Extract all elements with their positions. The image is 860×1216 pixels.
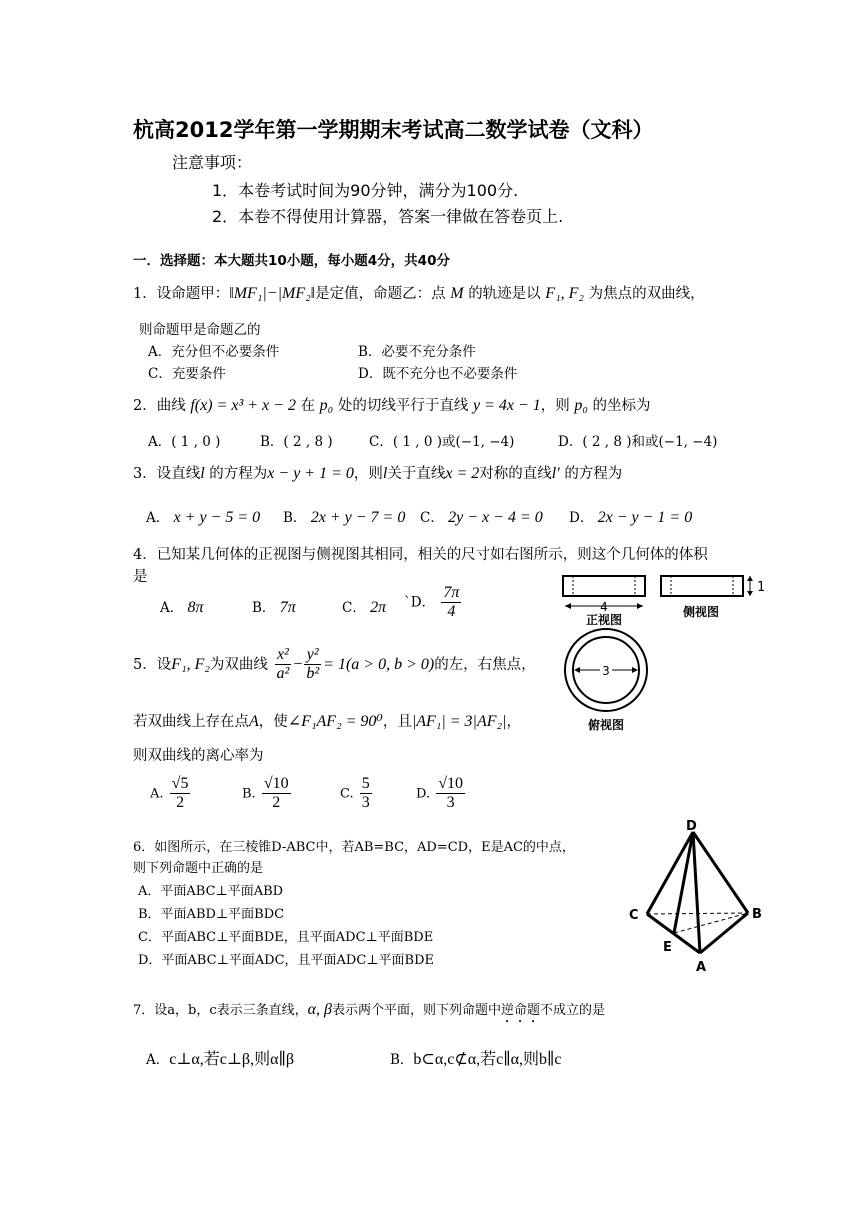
notice-heading: 注意事项： <box>172 153 253 172</box>
q3-option-b-expr: 2x + y − 7 = 0 <box>310 509 406 526</box>
question-4: 4．已知某几何体的正视图与侧视图其相同，相关的尺寸如右图所示，则这个几何体的体积 <box>133 547 708 563</box>
q1-expr: ‖MF₁|−|MF₂‖ <box>229 285 316 302</box>
question-3 <box>133 462 622 483</box>
side-view-label: 侧视图 <box>682 605 720 619</box>
q5-option-a-fraction <box>170 775 191 813</box>
front-view <box>563 576 645 627</box>
q3-l-2: l <box>382 465 388 482</box>
q7-option-b-expr: b⊂α,c⊄α,若c∥α,则b∥c <box>413 1051 562 1068</box>
q6-option-d: D．平面ABC⊥平面ADC，且平面ADC⊥平面BDE <box>138 953 434 968</box>
q1-option-c: C．充要条件 <box>148 366 226 382</box>
q4-option-a-expr: 8π <box>187 599 204 616</box>
q6-option-b: B．平面ABD⊥平面BDC <box>138 907 285 922</box>
q4-option-a <box>160 596 204 617</box>
q5-point-a: A <box>249 713 259 730</box>
q4-option-c-label: C． <box>342 600 366 616</box>
vertex-b-label: B <box>752 907 762 922</box>
notice-item-2: 2．本卷不得使用计算器，答案一律做在答卷页上. <box>212 207 564 226</box>
q5-ratio: |AF₁| = 3|AF₂| <box>411 713 507 730</box>
q5-option-d-fraction <box>436 775 465 813</box>
q1-mid2: 的轨迹是以 <box>468 286 541 302</box>
q3-option-c <box>420 506 543 527</box>
q6-option-c: C．平面ABC⊥平面BDE，且平面ADC⊥平面BDE <box>138 930 434 945</box>
q4-option-d <box>404 584 463 622</box>
q4-option-c-expr: 2π <box>370 599 387 616</box>
q3-mid3: 关于直线 <box>387 466 446 482</box>
q3-option-b-label: B． <box>283 510 307 526</box>
q3-option-b <box>283 506 405 527</box>
question-1 <box>133 282 705 303</box>
side-view <box>661 576 765 619</box>
q5-option-a-label: A. <box>150 786 164 802</box>
q7-text-a: 7．设a，b，c表示三条直线， <box>133 1003 308 1018</box>
question-7 <box>133 999 605 1026</box>
q7-greek: α, β <box>307 1001 332 1018</box>
q6-line2: 则下列命题中正确的是 <box>133 861 264 876</box>
q5-frac-x <box>275 646 292 684</box>
q5-option-a <box>150 775 192 813</box>
q3-end: 的方程为 <box>564 466 623 482</box>
q5-line3: 则双曲线的离心率为 <box>133 748 264 764</box>
q5-cond: = 1(a > 0, b > 0) <box>323 655 435 673</box>
top-view <box>565 629 647 732</box>
q5-b-den: 2 <box>272 794 281 812</box>
q4-option-a-label: A． <box>160 600 184 616</box>
q3-x2: x = 2 <box>445 465 480 482</box>
q5-frac-y <box>304 646 321 684</box>
q3-mid: 的方程为 <box>209 466 268 482</box>
q4-option-b <box>252 596 296 617</box>
q2-option-a: A．( 1 , 0 ) <box>148 434 221 450</box>
q4-option-d-label: `D． <box>404 594 436 611</box>
q3-option-a <box>146 506 260 527</box>
q5-option-d-label: D. <box>416 786 431 802</box>
q5-b2: b² <box>306 665 320 683</box>
q4-option-b-expr: 7π <box>279 599 296 616</box>
q3-prefix: 3．设直线 <box>133 466 201 482</box>
q4-option-c <box>342 596 386 617</box>
front-view-label: 正视图 <box>585 613 623 627</box>
q7-option-a-label: A． <box>146 1052 170 1068</box>
q7-text-b: 表示两个平面，则下列命题中 <box>332 1003 502 1018</box>
q5-d-den: 3 <box>446 794 455 812</box>
q4-option-b-label: B． <box>252 600 276 616</box>
q3-option-d-expr: 2x − y − 1 = 0 <box>597 509 693 526</box>
q2-option-d: D．( 2 , 8 )和或(−1, −4) <box>558 434 718 450</box>
q3-mid2: ，则 <box>353 466 383 482</box>
q5-option-c <box>340 775 374 813</box>
question-6: 6．如图所示，在三棱锥D-ABC中，若AB=BC，AD=CD，E是AC的中点， <box>133 840 575 855</box>
q2-mid2: 处的切线平行于直线 <box>337 398 469 414</box>
vertex-c-label: C <box>629 908 639 923</box>
q1-option-d: D．既不充分也不必要条件 <box>358 366 518 382</box>
q5-end: 的左，右焦点， <box>434 656 536 673</box>
question-5: 5．设F₁, F₂为双曲线 $\frac{\text{x²}}{\text{a²}}$ − $\frac{\text{y²}}{\text{b²}}$ = 1(a > 0, b > 0)的左，右焦点， <box>133 646 536 683</box>
q1-foci: F₁, F₂ <box>545 285 584 302</box>
q3-option-c-expr: 2y − x − 4 = 0 <box>448 509 543 526</box>
q7-emphasis: 逆命题 <box>501 1003 541 1018</box>
q5-option-b-fraction <box>262 775 291 813</box>
q5-a2: a² <box>276 665 290 683</box>
q5-a-den: 2 <box>176 794 185 812</box>
q5-line2c: ，且 <box>382 714 412 730</box>
q1-mid: 是定值，命题乙：点 <box>315 286 446 302</box>
q1-option-a: A．充分但不必要条件 <box>148 344 280 360</box>
q3-option-c-label: C． <box>420 510 444 526</box>
q2-expr: f(x) = x³ + x − 2 <box>190 397 296 414</box>
q5-line2b: ，使 <box>258 714 288 730</box>
top-view-label: 俯视图 <box>587 718 625 732</box>
q5-c-den: 3 <box>361 794 370 812</box>
q4-d-num: 7π <box>441 584 461 603</box>
q5-option-c-fraction <box>360 775 372 813</box>
q5-b-num: √10 <box>262 775 291 794</box>
q2-end1: ，则 <box>540 398 570 414</box>
q2-mid: 在 <box>300 398 316 414</box>
q3-option-d <box>569 506 692 527</box>
height-label: 1 <box>757 580 766 595</box>
q3-option-a-label: A． <box>146 510 170 526</box>
q6-tetrahedron-figure <box>622 815 772 977</box>
vertex-a-label: A <box>696 960 707 975</box>
q5-line2d: ， <box>506 714 521 730</box>
vertex-d-label: D <box>686 819 697 834</box>
q5-option-b-label: B. <box>242 786 256 802</box>
q3-option-a-expr: x + y − 5 = 0 <box>173 509 261 526</box>
q5-a-num: √5 <box>170 775 191 794</box>
q3-lprime: l′ <box>551 465 560 482</box>
q5-option-b <box>242 775 293 813</box>
q4-three-view-figure <box>555 568 780 738</box>
page-title: 杭高2012学年第一学期期末考试高二数学试卷（文科） <box>133 118 654 142</box>
q3-eq: x − y + 1 = 0 <box>267 465 354 482</box>
q5-c-num: 5 <box>360 775 372 794</box>
section-heading: 一．选择题：本大题共10小题，每小题4分，共40分 <box>133 253 450 269</box>
q7-option-a-expr: c⊥α,若c⊥β,则α∥β <box>169 1051 294 1068</box>
q3-option-d-label: D． <box>569 510 594 526</box>
q1-end: 为焦点的双曲线， <box>588 286 705 302</box>
q1-option-b: B．必要不充分条件 <box>358 344 476 360</box>
q6-option-a: A．平面ABC⊥平面ABD <box>138 884 284 899</box>
q5-x2: x² <box>275 646 292 665</box>
q1-prefix: 1．设命题甲： <box>133 286 230 302</box>
q5-line2 <box>133 710 521 731</box>
q1-line2: 则命题甲是命题乙的 <box>139 322 261 338</box>
q7-text-c: 不成立的是 <box>540 1003 606 1018</box>
q5-d-num: √10 <box>436 775 465 794</box>
diameter-label: 3 <box>602 664 610 678</box>
q5-angle: ∠F₁AF₂ = 90⁰ <box>287 713 383 730</box>
notice-item-1: 1．本卷考试时间为90分钟，满分为100分. <box>212 181 519 200</box>
q2-line: y = 4x − 1 <box>472 397 541 414</box>
q5-foci: F₁, F₂ <box>171 655 210 673</box>
q2-p0-2: p₀ <box>574 397 588 414</box>
q5-y2: y² <box>304 646 321 665</box>
q4-d-den: 4 <box>447 603 456 621</box>
q3-mid4: 对称的直线 <box>479 466 552 482</box>
q2-option-c: C．( 1 , 0 )或(−1, −4) <box>369 434 515 450</box>
q3-l: l <box>200 465 205 482</box>
q4-line2: 是 <box>133 569 148 585</box>
q4-option-d-fraction <box>441 584 461 622</box>
q5-prefix: 5．设 <box>133 656 172 673</box>
q5-option-c-label: C. <box>340 786 354 802</box>
q7-option-b <box>390 1046 561 1069</box>
q1-point-m: M <box>450 285 464 302</box>
question-2 <box>133 394 651 415</box>
q7-option-a <box>146 1046 294 1069</box>
q2-option-b: B．( 2 , 8 ) <box>260 434 333 450</box>
q2-p0: p₀ <box>319 397 334 414</box>
q2-end2: 的坐标为 <box>592 398 651 414</box>
vertex-e-label: E <box>663 940 672 955</box>
q5-mid: 为双曲线 <box>209 656 268 673</box>
q5-line2a: 若双曲线上存在点 <box>133 714 249 730</box>
q5-option-d <box>416 775 467 813</box>
width-label: 4 <box>600 600 608 614</box>
q2-prefix: 2．曲线 <box>133 398 186 414</box>
q7-option-b-label: B． <box>390 1052 414 1068</box>
